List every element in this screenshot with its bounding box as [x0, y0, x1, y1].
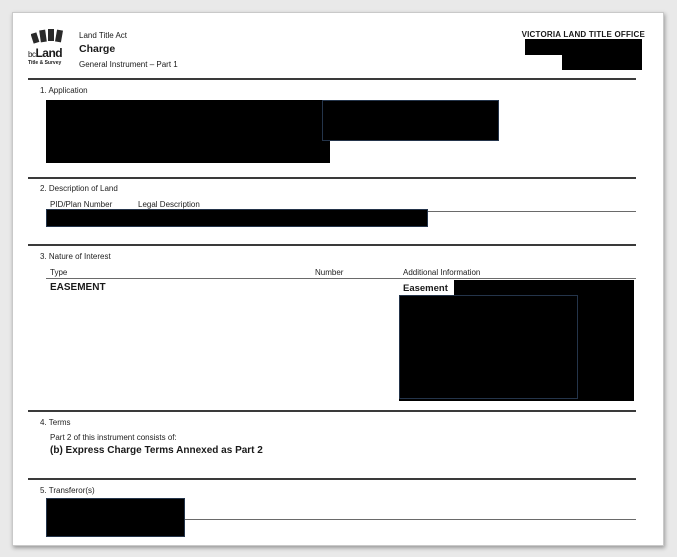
form-title: Charge	[79, 43, 116, 55]
office-name: VICTORIA LAND TITLE OFFICE	[521, 30, 645, 39]
terms-intro: Part 2 of this instrument consists of:	[50, 433, 177, 442]
column-additional-info: Additional Information	[403, 268, 481, 277]
redacted-block	[46, 100, 330, 163]
logo-wordmark	[28, 46, 62, 60]
column-number: Number	[315, 268, 344, 277]
redacted-block	[46, 498, 185, 537]
redacted-block	[562, 55, 642, 70]
land-title-logo-icon	[31, 27, 67, 45]
section-heading-description: 2. Description of Land	[40, 184, 118, 193]
section-divider	[28, 410, 636, 412]
field-line	[46, 278, 636, 279]
section-heading-transferor: 5. Transferor(s)	[40, 486, 95, 495]
section-heading-application: 1. Application	[40, 86, 88, 95]
column-type: Type	[50, 268, 68, 277]
column-legal-description: Legal Description	[138, 200, 200, 209]
section-divider	[28, 78, 636, 80]
section-divider	[28, 244, 636, 246]
form-subtitle: General Instrument – Part 1	[79, 60, 178, 69]
redacted-block	[46, 209, 428, 227]
document-page	[12, 12, 664, 546]
redacted-block	[322, 100, 499, 141]
terms-value: (b) Express Charge Terms Annexed as Part 2	[50, 445, 263, 456]
additional-info-value: Easement	[403, 283, 448, 294]
redaction-outline	[399, 295, 578, 399]
section-heading-nature: 3. Nature of Interest	[40, 252, 111, 261]
column-pid: PID/Plan Number	[50, 200, 113, 209]
section-divider	[28, 478, 636, 480]
interest-type: EASEMENT	[50, 282, 106, 293]
redacted-block	[525, 39, 642, 55]
act-name: Land Title Act	[79, 31, 128, 40]
logo-name: Land	[35, 46, 63, 60]
section-heading-terms: 4. Terms	[40, 418, 71, 427]
section-divider	[28, 177, 636, 179]
logo-brand: bc	[28, 50, 36, 59]
logo-subtitle: Title & Survey	[28, 60, 62, 66]
